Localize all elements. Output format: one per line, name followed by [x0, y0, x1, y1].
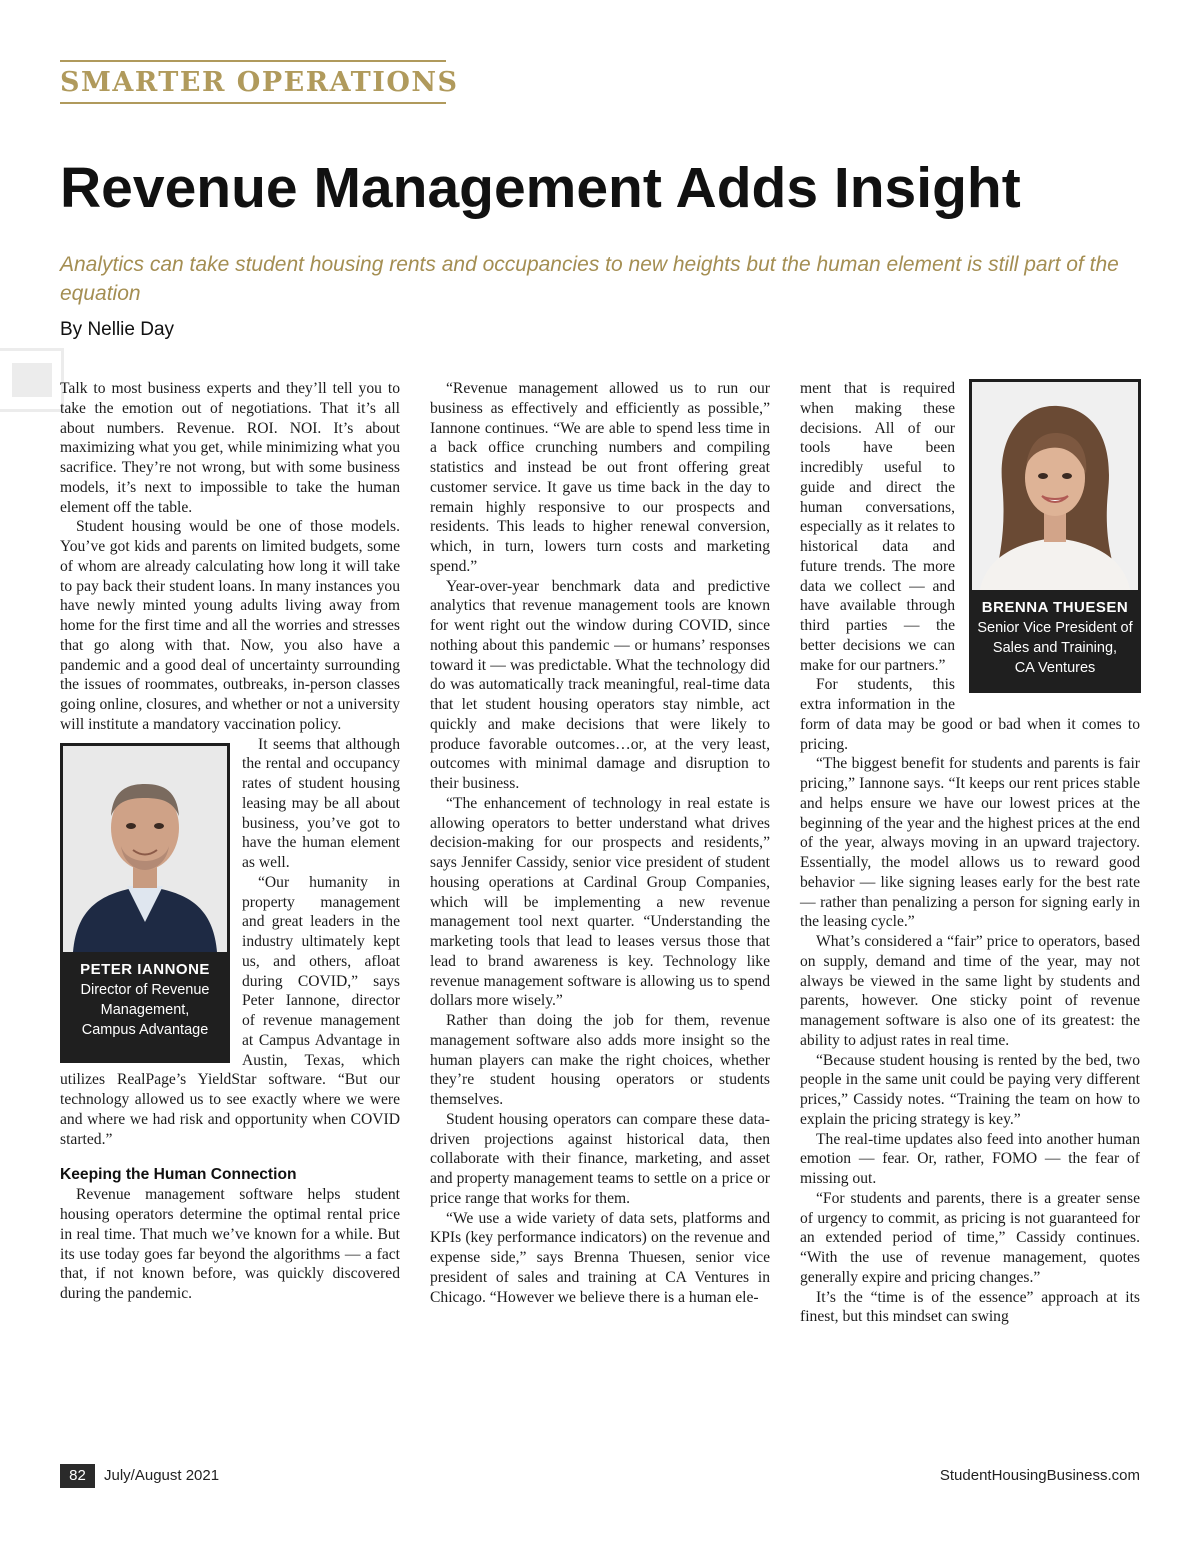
- paragraph: The real-time updates also feed into another human emotion — fear. Or, rather, FOMO — the fear of missing out.: [800, 1130, 1140, 1187]
- paragraph: Revenue management software helps student housing operators determine the optimal rental price in real time. That much we’ve known for a while. But its use today goes far beyond the algorithms — a fact that, if not known before, was quickly discovered during the pandemic.: [60, 1186, 400, 1302]
- headline: Revenue Management Adds Insight: [60, 156, 1021, 220]
- paragraph: For students, this extra information in the form of data may be good or bad when it comes to pricing.: [800, 676, 1140, 753]
- paragraph: Talk to most business experts and they’ll tell you to take the emotion out of negotiations. That it’s all about numbers. Revenue. ROI. NOI. It’s about maximizing what you get, while minimizing what you sacrifice. They’re not wrong, but with some business models, it’s next to impossible to take the human element off the table.: [60, 380, 400, 516]
- paragraph: It seems that although the rental and occupancy rates of student housing leasing may be all about business, you’ve got to have the human element as well.: [242, 735, 400, 871]
- paragraph: “For students and parents, there is a greater sense of urgency to commit, as pricing is not guaranteed for an extended period of time,” Cassidy continues. “With the use of revenue management, quotes generally expire and pricing changes.”: [800, 1189, 1140, 1286]
- section-label: SMARTER OPERATIONS: [60, 67, 459, 98]
- paragraph: It’s the “time is of the essence” approach at its finest, but this mindset can swing: [800, 1288, 1140, 1326]
- caption-name: PETER IANNONE: [80, 960, 210, 978]
- portrait-illustration: [63, 746, 227, 952]
- caption-title-line: Sales and Training,: [992, 640, 1118, 656]
- paragraph: What’s considered a “fair” price to operators, based on supply, demand and time of the year, may not always be viewed in the same light by students and parents, however. One sticky point of revenue management software is also one of its greatest: the ability to adjust rates in real time.: [800, 933, 1140, 1049]
- article-column-3: [800, 379, 1140, 1327]
- paragraph: Year-over-year benchmark data and predictive analytics that revenue management tools are known for went right out the window during COVID, since nothing about this pandemic — or humans’ responses toward it — was predictable. What the technology did do was automatically track meaningful, real-time data that let student housing operators stay nimble, act quickly and make decisions that were likely to produce favorable outcomes…or, at the very least, outcomes with minimal damage and disruption to their business.: [430, 577, 770, 792]
- article-column-1: [60, 379, 400, 1304]
- paragraph: Student housing would be one of those models. You’ve got kids and parents on limited budgets, some of whom are already calculating how long it will take to pay back their student loans. In many instances you have newly minted young adults living away from home for the first time and all the worries and stresses that go along with that. Now, you also have a pandemic and a good deal of uncertainty surrounding the issues of roommates, outbreaks, in-person classes going online, closures, and whether or not a university will institute a mandatory vaccination policy.: [60, 518, 400, 733]
- paragraph: “Our humanity in property management and great leaders in the industry ultimately kept us, and others, afloat during COVID,” says Peter Iannone, director of revenue management at Campus Advantage in Austin, Texas, which utilizes RealPage’s YieldStar software. “But our technology allowed us to see exactly where we were and where we had risk and opportunity when COVID started.”: [60, 873, 400, 1148]
- portrait-illustration: [972, 382, 1138, 590]
- paragraph: Rather than doing the job for them, revenue management software also adds more insight so the human players can make the right choices, whether they’re student housing operators or students themselves.: [430, 1012, 770, 1108]
- photo-caption-peter: [60, 743, 230, 1063]
- ghost-watermark-shape: [0, 348, 64, 412]
- caption-brenna: [969, 590, 1141, 678]
- subheading: Keeping the Human Connection: [60, 1166, 297, 1184]
- photo-caption-brenna: [969, 379, 1141, 693]
- paragraph: “The enhancement of technology in real estate is allowing operators to better understand what drives decision-making for our prospects and residents,” says Jennifer Cassidy, senior vice president of student housing operations at Cardinal Group Companies, which will be implementing a new revenue management tool next quarter. “Understanding the marketing tools that lead to leases versus those that lead to brand awareness is key. Technology like revenue management software is allowing us to spend dollars more wisely.”: [430, 794, 770, 1010]
- paragraph: “We use a wide variety of data sets, platforms and KPIs (key performance indicators) on the revenue and expense side,” says Brenna Thuesen, senior vice president of sales and training at CA Ventures in Chicago. “However we believe there is a human ele-: [430, 1209, 770, 1306]
- caption-title-line: CA Ventures: [1014, 660, 1096, 676]
- portrait-photo-brenna-thuesen: [972, 382, 1138, 590]
- article-column-2: [430, 379, 770, 1307]
- portrait-photo-peter-iannone: [63, 746, 227, 952]
- paragraph: “The biggest benefit for students and parents is fair pricing,” Iannone says. “It keeps our rent prices stable and helps ensure we have our lowest prices at the beginning of the year and the highest prices at the end of the year, always moving in an upward trajectory. Essentially, the model allows us to reward good behavior — like signing leases early for the best rate — rather than penalizing a person for signing early in the leasing cycle.”: [800, 755, 1140, 931]
- section-rule-bottom: [60, 102, 446, 104]
- caption-name: BRENNA THUESEN: [981, 599, 1129, 616]
- issue-date: July/August 2021: [104, 1467, 220, 1484]
- website-link[interactable]: StudentHousingBusiness.com: [939, 1467, 1140, 1484]
- page-number: 82: [60, 1464, 95, 1488]
- caption-peter: [60, 952, 230, 1040]
- byline: By Nellie Day: [60, 319, 175, 340]
- caption-title-line: Senior Vice President of: [977, 620, 1133, 636]
- paragraph: “Because student housing is rented by the bed, two people in the same unit could be paying very different prices,” Cassidy notes. “Training the team on how to explain the pricing strategy is key.”: [800, 1051, 1140, 1128]
- caption-title-line: Director of Revenue: [80, 981, 210, 998]
- paragraph: ment that is required when making these decisions. All of our tools have been incredibly useful to guide and direct the human conversations, especially as it relates to historical data and future trends. The more data we collect — and have available through third parties — the better decisions we can make for our partners.”: [800, 380, 955, 674]
- paragraph: “Revenue management allowed us to run our business as effectively and efficiently as possible,” Iannone continues. “We are able to spend less time in a back office crunching numbers and compiling statistics and instead be out front offering great customer service. It gave us time back in the day to remain highly responsive to our prospects and residents. This leads to higher renewal conversion, which, in turn, lowers turn costs and marketing spend.”: [430, 380, 770, 575]
- dek: Analytics can take student housing rents and occupancies to new heights but the human element is still part of the equation: [60, 253, 1119, 305]
- section-rule-top: [60, 60, 446, 62]
- paragraph: Student housing operators can compare these data-driven projections against historical data, then collaborate with their finance, marketing, and asset and property management teams to settle on a price or price range that works for them.: [430, 1110, 770, 1207]
- caption-title-line: Management,: [100, 1001, 190, 1018]
- caption-title-line: Campus Advantage: [81, 1021, 209, 1038]
